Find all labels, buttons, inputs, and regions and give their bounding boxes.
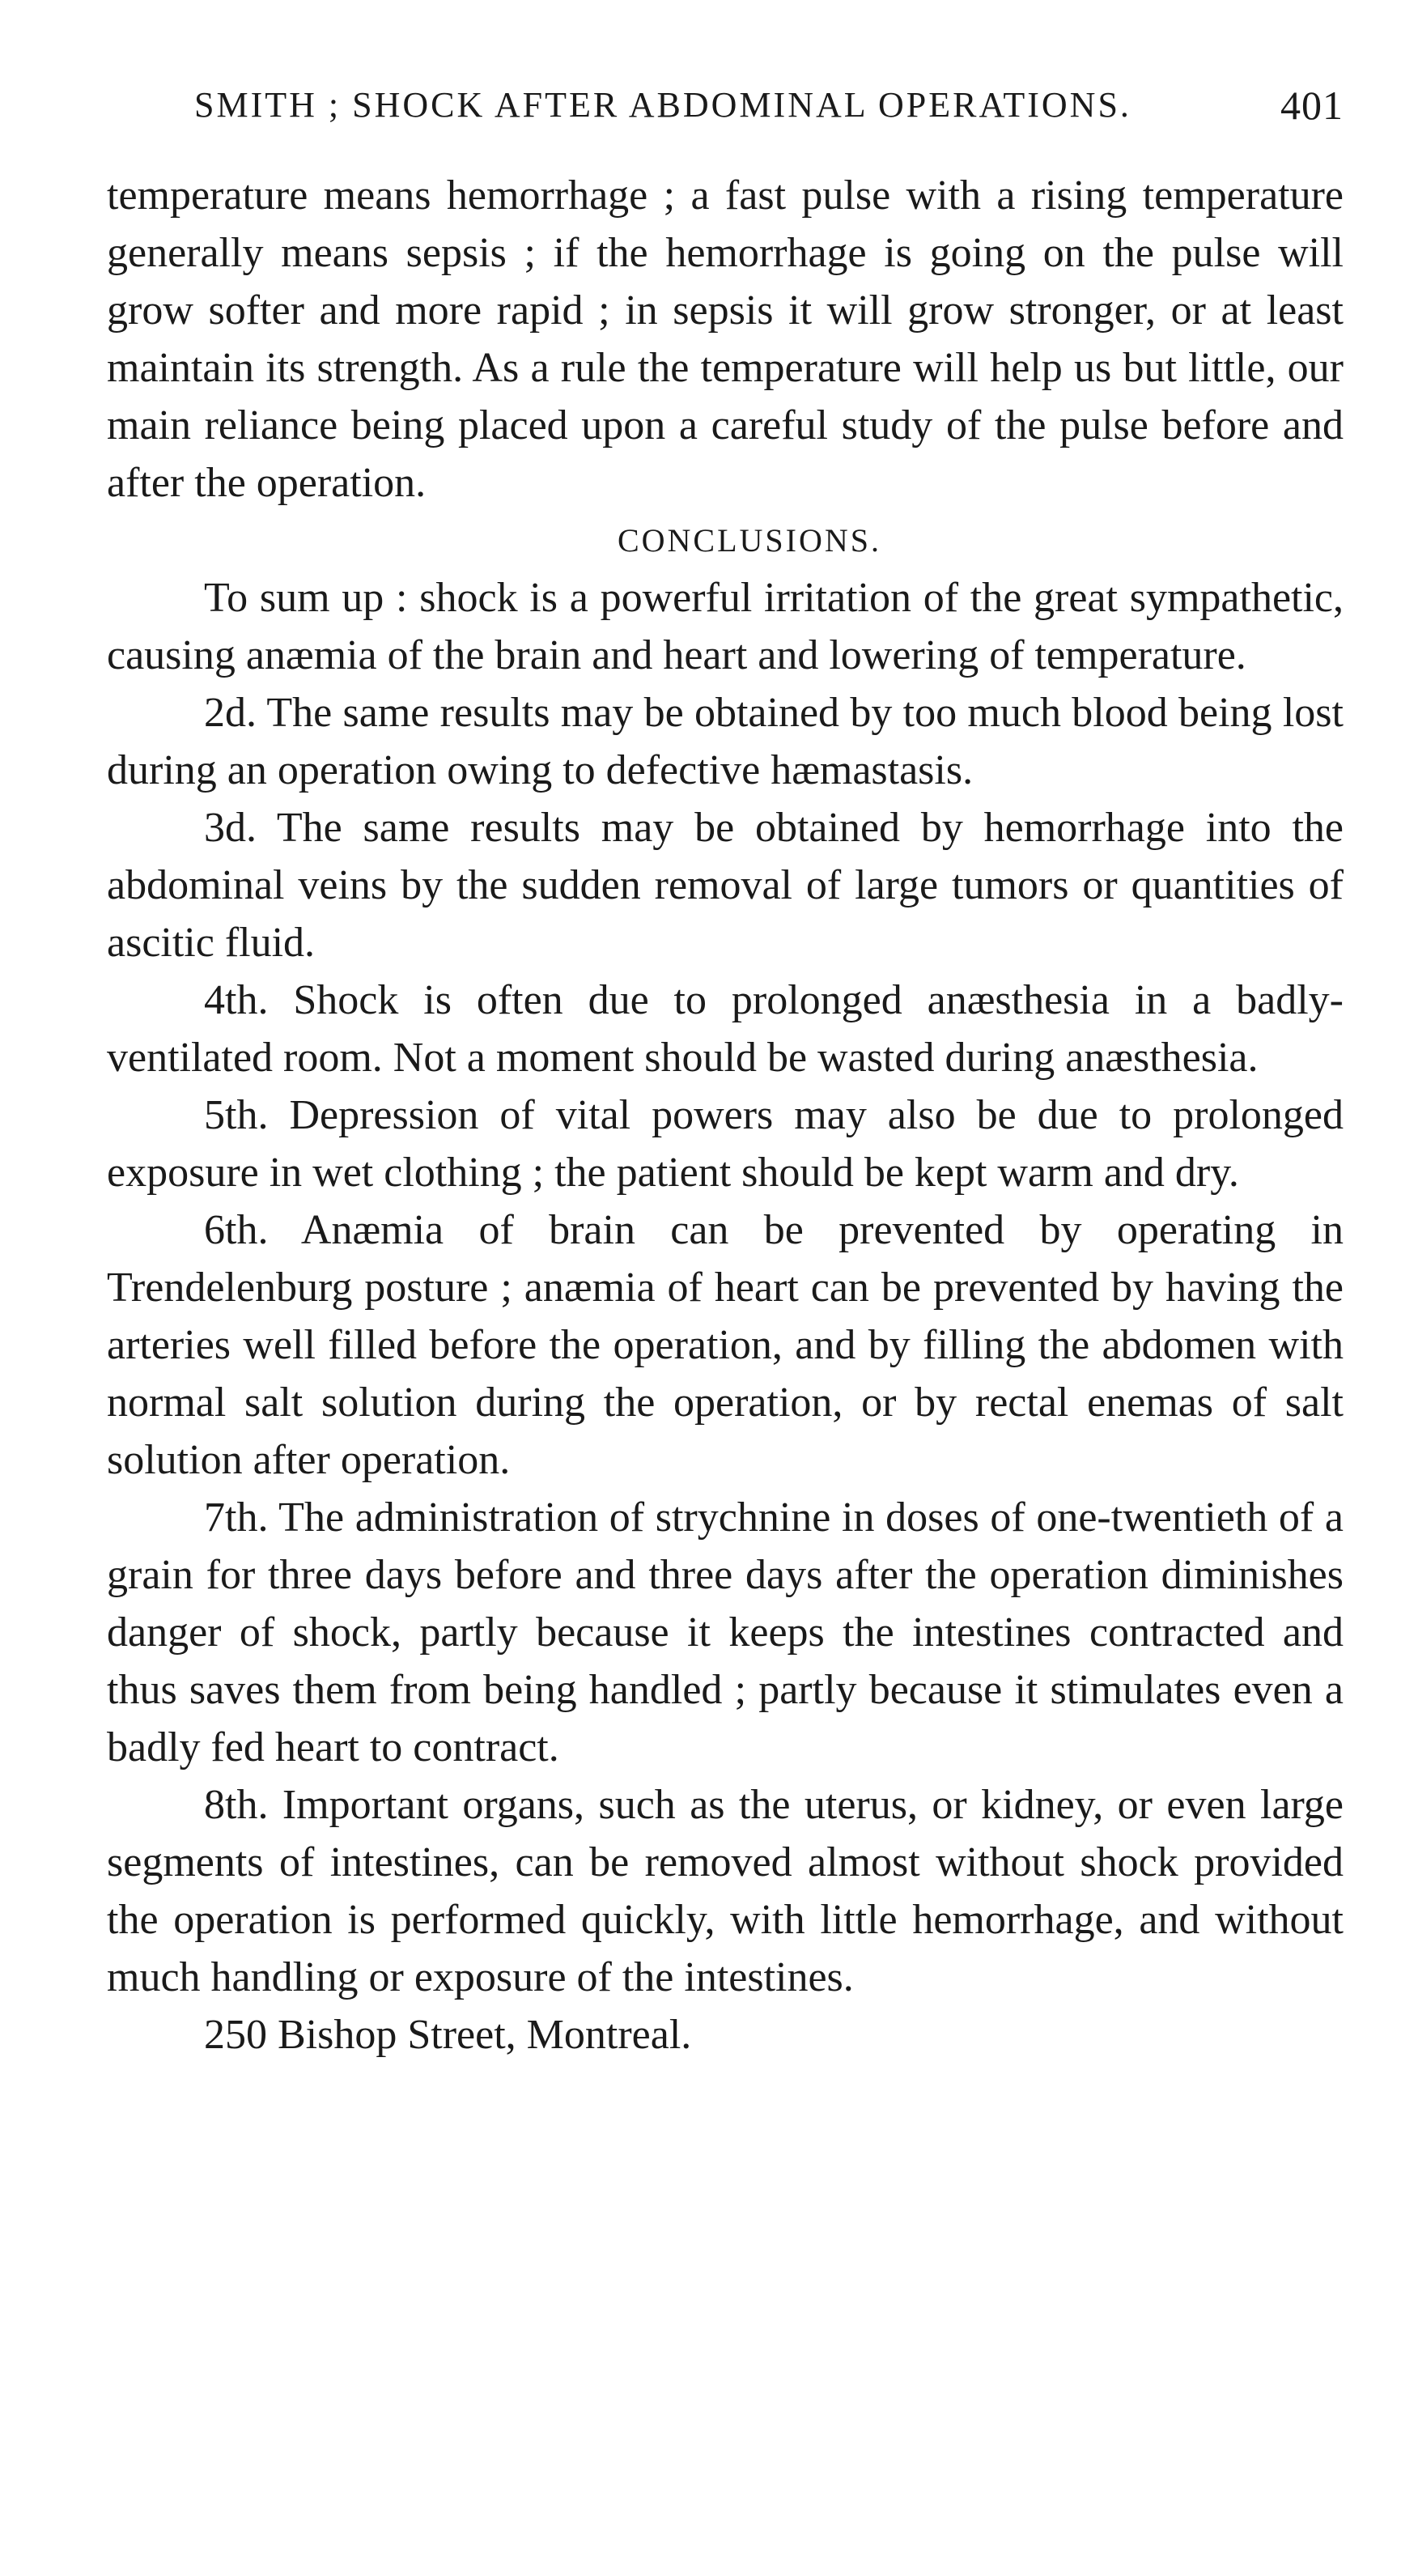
author-address: 250 Bishop Street, Montreal. (204, 2012, 692, 2058)
conclusion-8th: 8th. Important organs, such as the uterus, or kidney, or even large segments of intestines, can be removed almost without shock provided the operation is performed quickly, with little hemorrhage, and without much handling or exposure of the intestines. (107, 1782, 1344, 2000)
conclusion-summary: To sum up : shock is a powerful irritation of the great sympathetic, causing anæmia of the brain and heart and lowering of temperature. (107, 575, 1344, 678)
conclusions-heading: CONCLUSIONS. (617, 522, 882, 559)
conclusion-2d: 2d. The same results may be obtained by too much blood being lost during an operation owing to defective hæmastasis. (107, 690, 1344, 793)
conclusion-6th: 6th. Anæmia of brain can be prevented by operating in Trendelenburg posture ; anæmia of heart can be prevented by having the arteries well filled before the operation, and by filling the abdomen with normal salt solution during the operation, or by rectal enemas of salt solution after operation. (107, 1207, 1344, 1483)
conclusion-3d: 3d. The same results may be obtained by hemorrhage into the abdominal veins by the sudden removal of large tumors or quantities of ascitic fluid. (107, 805, 1344, 966)
conclusion-4th: 4th. Shock is often due to prolonged anæsthesia in a badly-ventilated room. Not a moment should be wasted during anæsthesia. (107, 977, 1344, 1081)
article-body (107, 167, 1344, 2064)
running-head (194, 81, 1344, 130)
conclusion-7th: 7th. The administration of strychnine in doses of one-twentieth of a grain for three days before and three days after the operation diminishes danger of shock, partly because it keeps the intestines contracted and thus saves them from being handled ; partly because it stimulates even a badly fed heart to contract. (107, 1494, 1344, 1770)
conclusion-5th: 5th. Depression of vital powers may also be due to prolonged exposure in wet clothing ; the patient should be kept warm and dry. (107, 1092, 1344, 1196)
opening-paragraph: temperature means hemorrhage ; a fast pulse with a rising temperature generally means sepsis ; if the hemorrhage is going on the pulse will grow softer and more rapid ; in sepsis it will grow stronger, or at least maintain its strength. As a rule the temperature will help us but little, our main reliance being placed upon a careful study of the pulse before and after the operation. (107, 172, 1344, 506)
running-title: SMITH ; SHOCK AFTER ABDOMINAL OPERATIONS. (194, 85, 1131, 125)
page-number: 401 (1280, 83, 1344, 128)
